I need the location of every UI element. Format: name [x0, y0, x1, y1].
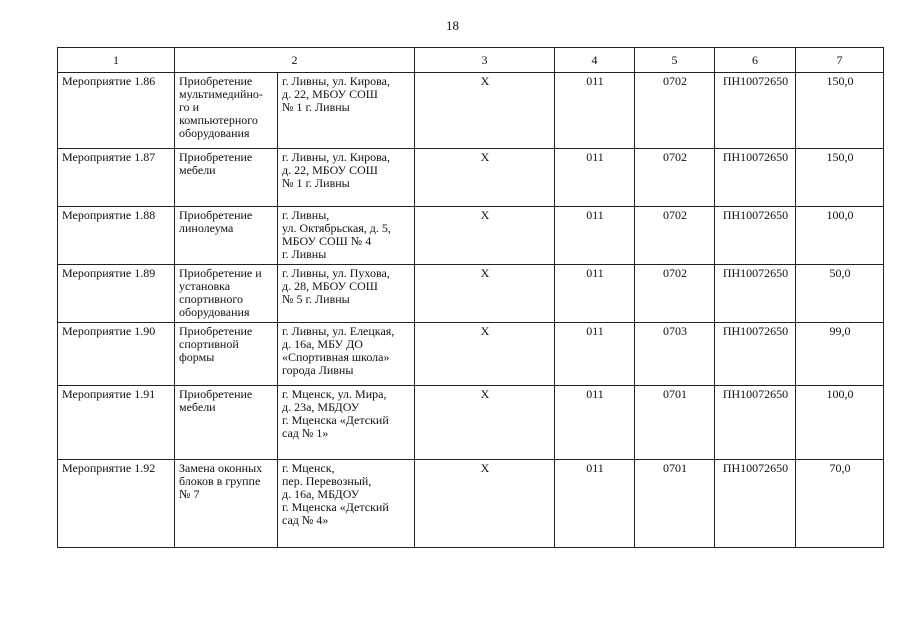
amount-cell	[796, 386, 884, 460]
address-cell	[278, 386, 415, 460]
mark-cell	[415, 207, 555, 265]
column-header: 3	[415, 48, 555, 73]
action-cell	[175, 265, 278, 323]
measure-id-cell-text: Мероприятие 1.90	[62, 324, 156, 338]
mark-cell	[415, 265, 555, 323]
column-header: 1	[58, 48, 175, 73]
code-4-cell	[555, 73, 635, 149]
table-row	[58, 265, 884, 323]
amount-cell-text: 50,0	[829, 266, 851, 280]
measure-id-cell	[58, 265, 175, 323]
action-cell	[175, 149, 278, 207]
column-header: 4	[555, 48, 635, 73]
code-5-cell-text: 0703	[663, 324, 687, 338]
measure-id-cell-text: Мероприятие 1.92	[62, 461, 156, 475]
code-6-cell	[715, 265, 796, 323]
code-4-cell	[555, 460, 635, 548]
amount-cell	[796, 207, 884, 265]
address-cell	[278, 73, 415, 149]
code-6-cell	[715, 73, 796, 149]
address-cell	[278, 323, 415, 386]
measure-id-cell	[58, 460, 175, 548]
code-5-cell-text: 0702	[663, 74, 687, 88]
mark-cell	[415, 323, 555, 386]
code-6-cell	[715, 207, 796, 265]
code-6-cell	[715, 386, 796, 460]
address-cell	[278, 207, 415, 265]
code-4-cell	[555, 149, 635, 207]
amount-cell-text: 150,0	[826, 74, 854, 88]
mark-cell-text: Х	[480, 150, 490, 164]
code-5-cell-text: 0701	[663, 387, 687, 401]
measure-id-cell	[58, 386, 175, 460]
table-row	[58, 323, 884, 386]
column-header: 6	[715, 48, 796, 73]
code-4-cell	[555, 265, 635, 323]
code-5-cell	[635, 265, 715, 323]
code-5-cell-text: 0702	[663, 150, 687, 164]
action-cell-text: Приобретение мультимедийно- го и компьютерного оборудования	[179, 74, 263, 140]
address-cell-text: г. Ливны, ул. Елецкая, д. 16а, МБУ ДО «Спортивная школа» города Ливны	[282, 324, 395, 377]
code-6-cell-text: ПН10072650	[722, 461, 789, 475]
mark-cell	[415, 386, 555, 460]
measure-id-cell-text: Мероприятие 1.88	[62, 208, 156, 222]
address-cell-text: г. Ливны, ул. Кирова, д. 22, МБОУ СОШ № 1 г. Ливны	[282, 150, 390, 190]
action-cell-text: Приобретение спортивной формы	[179, 324, 253, 364]
action-cell-text: Приобретение мебели	[179, 387, 253, 414]
amount-cell	[796, 73, 884, 149]
action-cell-text: Приобретение мебели	[179, 150, 253, 177]
code-4-cell-text: 011	[586, 461, 604, 475]
code-5-cell-text: 0702	[663, 266, 687, 280]
address-cell-text: г. Ливны, ул. Кирова, д. 22, МБОУ СОШ № 1 г. Ливны	[282, 74, 390, 114]
measure-id-cell	[58, 149, 175, 207]
amount-cell	[796, 265, 884, 323]
action-cell	[175, 73, 278, 149]
amount-cell	[796, 149, 884, 207]
code-5-cell-text: 0702	[663, 208, 687, 222]
mark-cell	[415, 460, 555, 548]
measure-id-cell	[58, 73, 175, 149]
code-4-cell-text: 011	[586, 387, 604, 401]
table-row	[58, 149, 884, 207]
code-4-cell-text: 011	[586, 324, 604, 338]
amount-cell-text: 150,0	[826, 150, 854, 164]
column-header: 2	[175, 48, 415, 73]
measure-id-cell-text: Мероприятие 1.91	[62, 387, 156, 401]
code-5-cell	[635, 460, 715, 548]
action-cell	[175, 323, 278, 386]
action-cell	[175, 207, 278, 265]
action-cell-text: Замена оконных блоков в группе № 7	[179, 461, 263, 501]
address-cell-text: г. Ливны, ул. Октябрьская, д. 5, МБОУ СОШ № 4 г. Ливны	[282, 208, 391, 261]
amount-cell	[796, 323, 884, 386]
code-5-cell	[635, 207, 715, 265]
code-6-cell	[715, 323, 796, 386]
action-cell	[175, 386, 278, 460]
table-row	[58, 73, 884, 149]
table-row	[58, 460, 884, 548]
code-6-cell-text: ПН10072650	[722, 266, 789, 280]
page-number: 18	[446, 18, 459, 33]
amount-cell-text: 70,0	[829, 461, 851, 475]
code-4-cell	[555, 386, 635, 460]
code-4-cell-text: 011	[586, 208, 604, 222]
code-6-cell-text: ПН10072650	[722, 208, 789, 222]
code-6-cell-text: ПН10072650	[722, 324, 789, 338]
action-cell-text: Приобретение линолеума	[179, 208, 253, 235]
table-row	[58, 207, 884, 265]
column-header: 7	[796, 48, 884, 73]
address-cell-text: г. Мценск, пер. Перевозный, д. 16а, МБДОУ г. Мценска «Детский сад № 4»	[282, 461, 389, 527]
code-6-cell-text: ПН10072650	[722, 150, 789, 164]
measure-id-cell-text: Мероприятие 1.87	[62, 150, 156, 164]
budget-table	[57, 47, 884, 548]
measure-id-cell	[58, 207, 175, 265]
code-5-cell	[635, 73, 715, 149]
address-cell	[278, 460, 415, 548]
code-5-cell	[635, 149, 715, 207]
code-5-cell	[635, 386, 715, 460]
mark-cell-text: Х	[480, 461, 490, 475]
code-4-cell-text: 011	[586, 266, 604, 280]
column-header: 5	[635, 48, 715, 73]
amount-cell-text: 99,0	[829, 324, 851, 338]
code-6-cell-text: ПН10072650	[722, 387, 789, 401]
address-cell	[278, 149, 415, 207]
code-4-cell	[555, 207, 635, 265]
code-4-cell	[555, 323, 635, 386]
measure-id-cell-text: Мероприятие 1.86	[62, 74, 156, 88]
measure-id-cell	[58, 323, 175, 386]
mark-cell-text: Х	[480, 74, 490, 88]
mark-cell-text: Х	[480, 324, 490, 338]
table-header-row	[58, 48, 884, 73]
code-4-cell-text: 011	[586, 74, 604, 88]
address-cell	[278, 265, 415, 323]
mark-cell-text: Х	[480, 387, 490, 401]
measure-id-cell-text: Мероприятие 1.89	[62, 266, 156, 280]
address-cell-text: г. Ливны, ул. Пухова, д. 28, МБОУ СОШ № 5 г. Ливны	[282, 266, 390, 306]
table-row	[58, 386, 884, 460]
mark-cell	[415, 73, 555, 149]
code-6-cell	[715, 460, 796, 548]
mark-cell-text: Х	[480, 266, 490, 280]
mark-cell	[415, 149, 555, 207]
action-cell-text: Приобретение и установка спортивного оборудования	[179, 266, 262, 319]
mark-cell-text: Х	[480, 208, 490, 222]
action-cell	[175, 460, 278, 548]
code-6-cell	[715, 149, 796, 207]
code-5-cell-text: 0701	[663, 461, 687, 475]
code-4-cell-text: 011	[586, 150, 604, 164]
amount-cell	[796, 460, 884, 548]
code-5-cell	[635, 323, 715, 386]
amount-cell-text: 100,0	[826, 208, 854, 222]
code-6-cell-text: ПН10072650	[722, 74, 789, 88]
address-cell-text: г. Мценск, ул. Мира, д. 23а, МБДОУ г. Мценска «Детский сад № 1»	[282, 387, 389, 440]
amount-cell-text: 100,0	[826, 387, 854, 401]
